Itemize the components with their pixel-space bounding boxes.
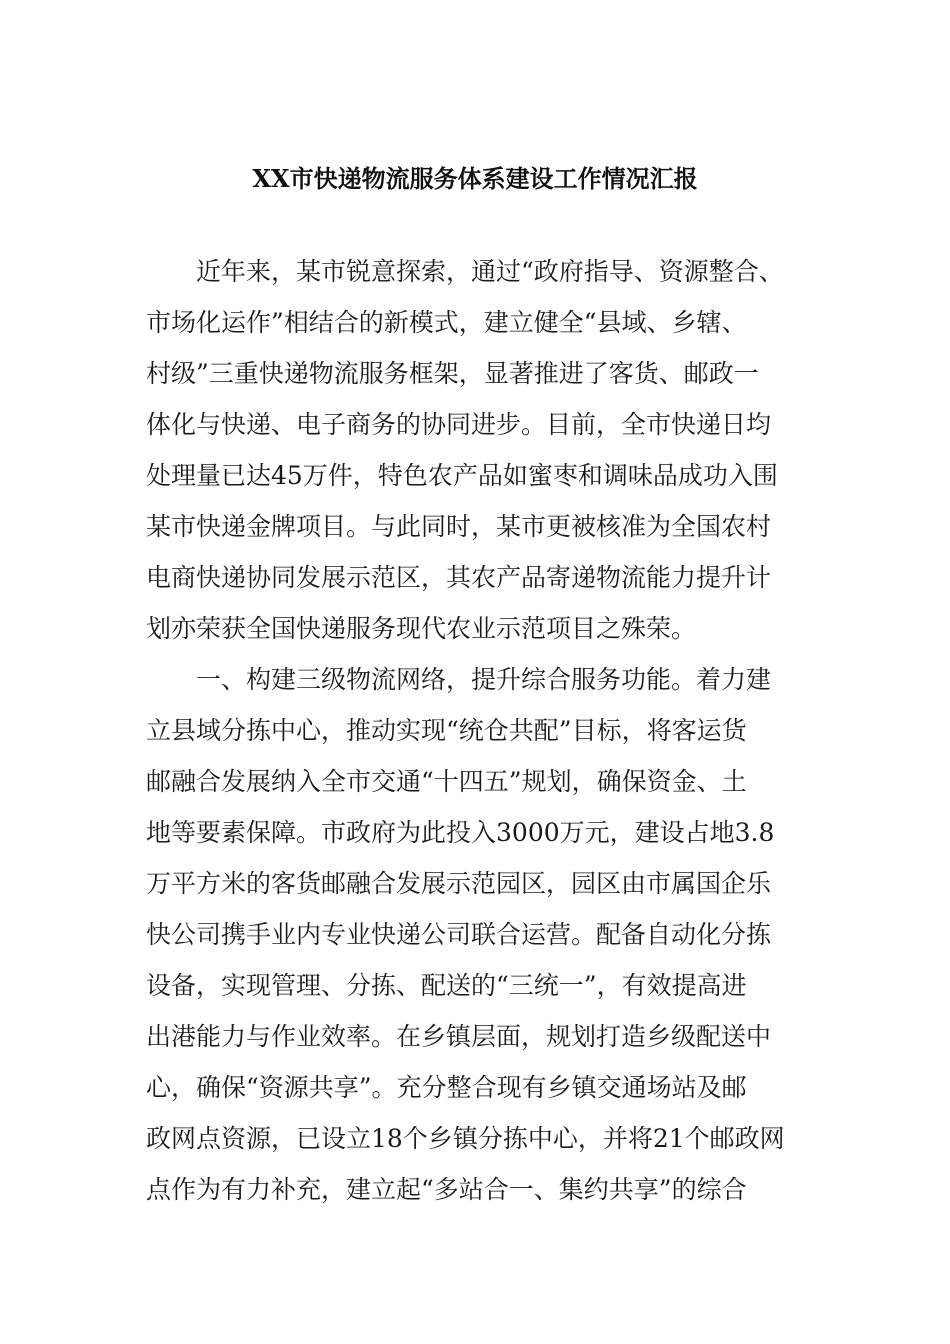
paragraph-line: 政网点资源，已设立18个乡镇分拣中心，并将21个邮政网: [146, 1124, 785, 1153]
paragraph-line: 市场化运作”相结合的新模式，建立健全“县域、乡辖、: [146, 308, 747, 337]
paragraph-line: 处理量已达45万件，特色农产品如蜜枣和调味品成功入围: [146, 461, 778, 490]
document-title: XX市快递物流服务体系建设工作情况汇报: [252, 164, 698, 193]
paragraph-line: 设备，实现管理、分拣、配送的“三统一”，有效提高进: [146, 971, 747, 1000]
paragraph-line: 村级”三重快递物流服务框架，显著推进了客货、邮政一: [146, 359, 759, 388]
paragraph-line: 出港能力与作业效率。在乡镇层面，规划打造乡级配送中: [146, 1022, 772, 1051]
paragraph-line: 立县域分拣中心，推动实现“统仓共配”目标，将客运货: [146, 716, 747, 745]
paragraph-line: 划亦荣获全国快递服务现代农业示范项目之殊荣。: [146, 614, 697, 643]
paragraph-line: 近年来，某市锐意探索，通过“政府指导、资源整合、: [146, 257, 784, 286]
paragraph-line: 点作为有力补充，建立起“多站合一、集约共享”的综合: [146, 1175, 747, 1204]
paragraph-line: 快公司携手业内专业快递公司联合运营。配备自动化分拣: [146, 920, 772, 949]
paragraph-line: 电商快递协同发展示范区，其农产品寄递物流能力提升计: [146, 563, 772, 592]
paragraph-line: 一、构建三级物流网络，提升综合服务功能。着力建: [146, 665, 772, 694]
paragraph-line: 万平方米的客货邮融合发展示范园区，园区由市属国企乐: [146, 869, 772, 898]
paragraph-line: 体化与快递、电子商务的协同进步。目前，全市快递日均: [146, 410, 772, 439]
paragraph-line: 地等要素保障。市政府为此投入3000万元，建设占地3.8: [146, 818, 775, 847]
paragraph-line: 心，确保“资源共享”。充分整合现有乡镇交通场站及邮: [146, 1073, 747, 1102]
paragraph-line: 某市快递金牌项目。与此同时，某市更被核准为全国农村: [146, 512, 772, 541]
paragraph-line: 邮融合发展纳入全市交通“十四五”规划，确保资金、土: [146, 767, 747, 796]
